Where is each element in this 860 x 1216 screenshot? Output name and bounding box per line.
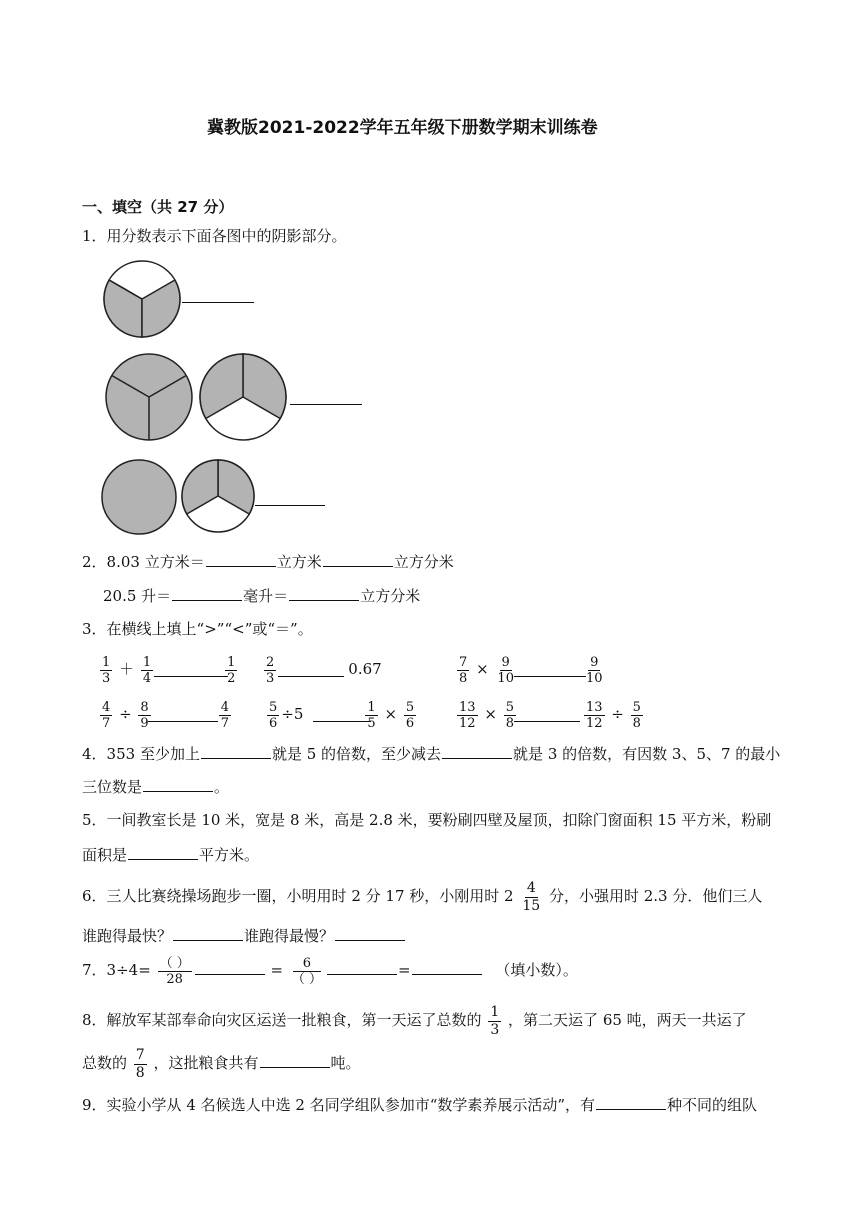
answer-blank[interactable] <box>128 845 198 860</box>
question-4-line2: 三位数是 。 <box>82 778 230 796</box>
fraction: $\frac{5}{6}$ <box>269 699 278 731</box>
answer-line[interactable] <box>148 721 218 722</box>
question-3 <box>82 619 313 639</box>
pie-figure-3b <box>180 458 256 534</box>
answer-blank[interactable] <box>412 960 482 975</box>
section-heading: 一、填空（共 27 分） <box>82 198 234 216</box>
question-text: 在横线上填上“>”“<”或“＝”。 <box>106 620 313 638</box>
question-number: 3． <box>82 620 107 638</box>
answer-line[interactable] <box>313 721 371 722</box>
fraction: $\frac{1}{3}$ <box>102 654 111 686</box>
q2-unit: 立方米 <box>276 553 322 571</box>
answer-blank[interactable] <box>335 926 405 941</box>
fraction: $\frac{6}{( )}$ <box>291 955 322 987</box>
fraction: $\frac{1}{4}$ <box>142 654 152 686</box>
answer-line[interactable] <box>290 404 362 405</box>
question-8-line2: 总数的 $\frac{7}{8}$ ，这批粮食共有 吨。 <box>82 1046 361 1081</box>
divide-five: ÷5 <box>281 705 304 723</box>
fraction: $\frac{4}{15}$ <box>522 879 541 914</box>
page-title: 冀教版2021-2022学年五年级下册数学期末训练卷 <box>207 118 598 138</box>
fraction: $\frac{1}{2}$ <box>227 654 236 686</box>
question-5-line1: 5．一间教室长是 10 米，宽是 8 米，高是 2.8 米，要粉刷四壁及屋顶，扣除门窗面积 15 平方米，粉刷 <box>82 811 772 829</box>
fraction: $\frac{( )}{28}$ <box>159 955 190 987</box>
answer-line[interactable] <box>278 676 344 677</box>
answer-line[interactable] <box>255 505 325 506</box>
fraction: $\frac{2}{3}$ <box>266 654 275 686</box>
fraction: $\frac{13}{12}$ <box>585 699 603 731</box>
answer-line[interactable] <box>514 721 580 722</box>
question-2-line2 <box>103 586 420 606</box>
fraction: $\frac{7}{8}$ <box>459 654 468 686</box>
fraction: $\frac{1}{3}$ <box>490 1003 500 1038</box>
answer-blank[interactable] <box>442 744 512 759</box>
answer-blank[interactable] <box>323 552 393 567</box>
question-8-line1: 8．解放军某部奉命向灾区运送一批粮食，第一天运了总数的 $\frac{1}{3}$ ，第二天运了 65 吨，两天一共运了 <box>82 1003 747 1038</box>
question-7: 7．3÷4= $\frac{( )}{28}$ = $\frac{6}{( )}$ = （填小数）。 <box>82 955 578 987</box>
q2-unit: 毫升＝ <box>243 587 289 605</box>
times-sign: × <box>484 705 497 723</box>
question-text: 用分数表示下面各图中的阴影部分。 <box>106 227 347 245</box>
fraction: $\frac{1}{5}$ <box>367 699 376 731</box>
fraction: $\frac{8}{9}$ <box>140 699 149 731</box>
fraction: $\frac{9}{10}$ <box>497 654 514 686</box>
compare-item-2 <box>262 652 382 686</box>
q2-text: 20.5 升＝ <box>103 587 172 605</box>
fraction: $\frac{5}{8}$ <box>505 699 514 731</box>
times-sign: × <box>476 660 489 678</box>
question-number: 2． <box>82 553 107 571</box>
q2-unit: 立方分米 <box>393 553 454 571</box>
q2-unit: 立方分米 <box>360 587 421 605</box>
answer-blank[interactable] <box>596 1095 666 1110</box>
answer-line[interactable] <box>154 676 228 677</box>
fraction: $\frac{5}{8}$ <box>632 699 641 731</box>
divide-sign: ÷ <box>611 705 624 723</box>
fraction: $\frac{5}{6}$ <box>405 699 415 731</box>
question-1 <box>82 226 347 246</box>
compare-item-3 <box>455 652 607 686</box>
answer-blank[interactable] <box>289 586 359 601</box>
times-sign: × <box>384 705 398 723</box>
compare-item-5 <box>265 697 418 731</box>
divide-sign: ÷ <box>119 705 132 723</box>
question-2-line1 <box>82 552 454 572</box>
fraction: $\frac{4}{7}$ <box>102 699 111 731</box>
fraction: $\frac{4}{7}$ <box>220 699 229 731</box>
answer-blank[interactable] <box>172 586 242 601</box>
pie-figure-2a <box>104 352 194 442</box>
compare-item-4 <box>98 697 233 731</box>
fraction: $\frac{7}{8}$ <box>135 1046 145 1081</box>
answer-blank[interactable] <box>173 926 243 941</box>
decimal-value: 0.67 <box>348 660 382 678</box>
question-6-line2: 谁跑得最快？ 谁跑得最慢？ <box>82 926 406 946</box>
answer-line[interactable] <box>182 302 254 303</box>
plus-sign: ＋ <box>119 660 135 678</box>
fraction: $\frac{13}{12}$ <box>459 699 476 731</box>
answer-blank[interactable] <box>327 960 397 975</box>
question-5-line2: 面积是 平方米。 <box>82 846 260 864</box>
question-number: 1． <box>82 227 107 245</box>
answer-blank[interactable] <box>260 1053 330 1068</box>
compare-item-1 <box>98 652 239 686</box>
question-9: 9．实验小学从 4 名候选人中选 2 名同学组队参加市“数学素养展示活动”，有 种不同的组队 <box>82 1096 758 1114</box>
fraction: $\frac{9}{10}$ <box>585 654 603 686</box>
answer-line[interactable] <box>514 676 586 677</box>
pie-figure-3a <box>100 458 178 536</box>
answer-blank[interactable] <box>143 777 213 792</box>
compare-item-6 <box>455 697 645 731</box>
question-6-line1: 6．三人比赛绕操场跑步一圈，小明用时 2 分 17 秒，小刚用时 2 $\frac{4}{15}$ 分，小强用时 2.3 分．他们三人 <box>82 879 763 914</box>
answer-blank[interactable] <box>206 552 276 567</box>
answer-blank[interactable] <box>195 960 265 975</box>
answer-blank[interactable] <box>201 744 271 759</box>
pie-figure-2b <box>198 352 288 442</box>
q2-text: 8.03 立方米＝ <box>106 553 205 571</box>
pie-figure-1 <box>102 259 182 339</box>
question-4-line1: 4．353 至少加上 就是 5 的倍数，至少减去 就是 3 的倍数，有因数 3、5、7 的最小 <box>82 745 781 763</box>
